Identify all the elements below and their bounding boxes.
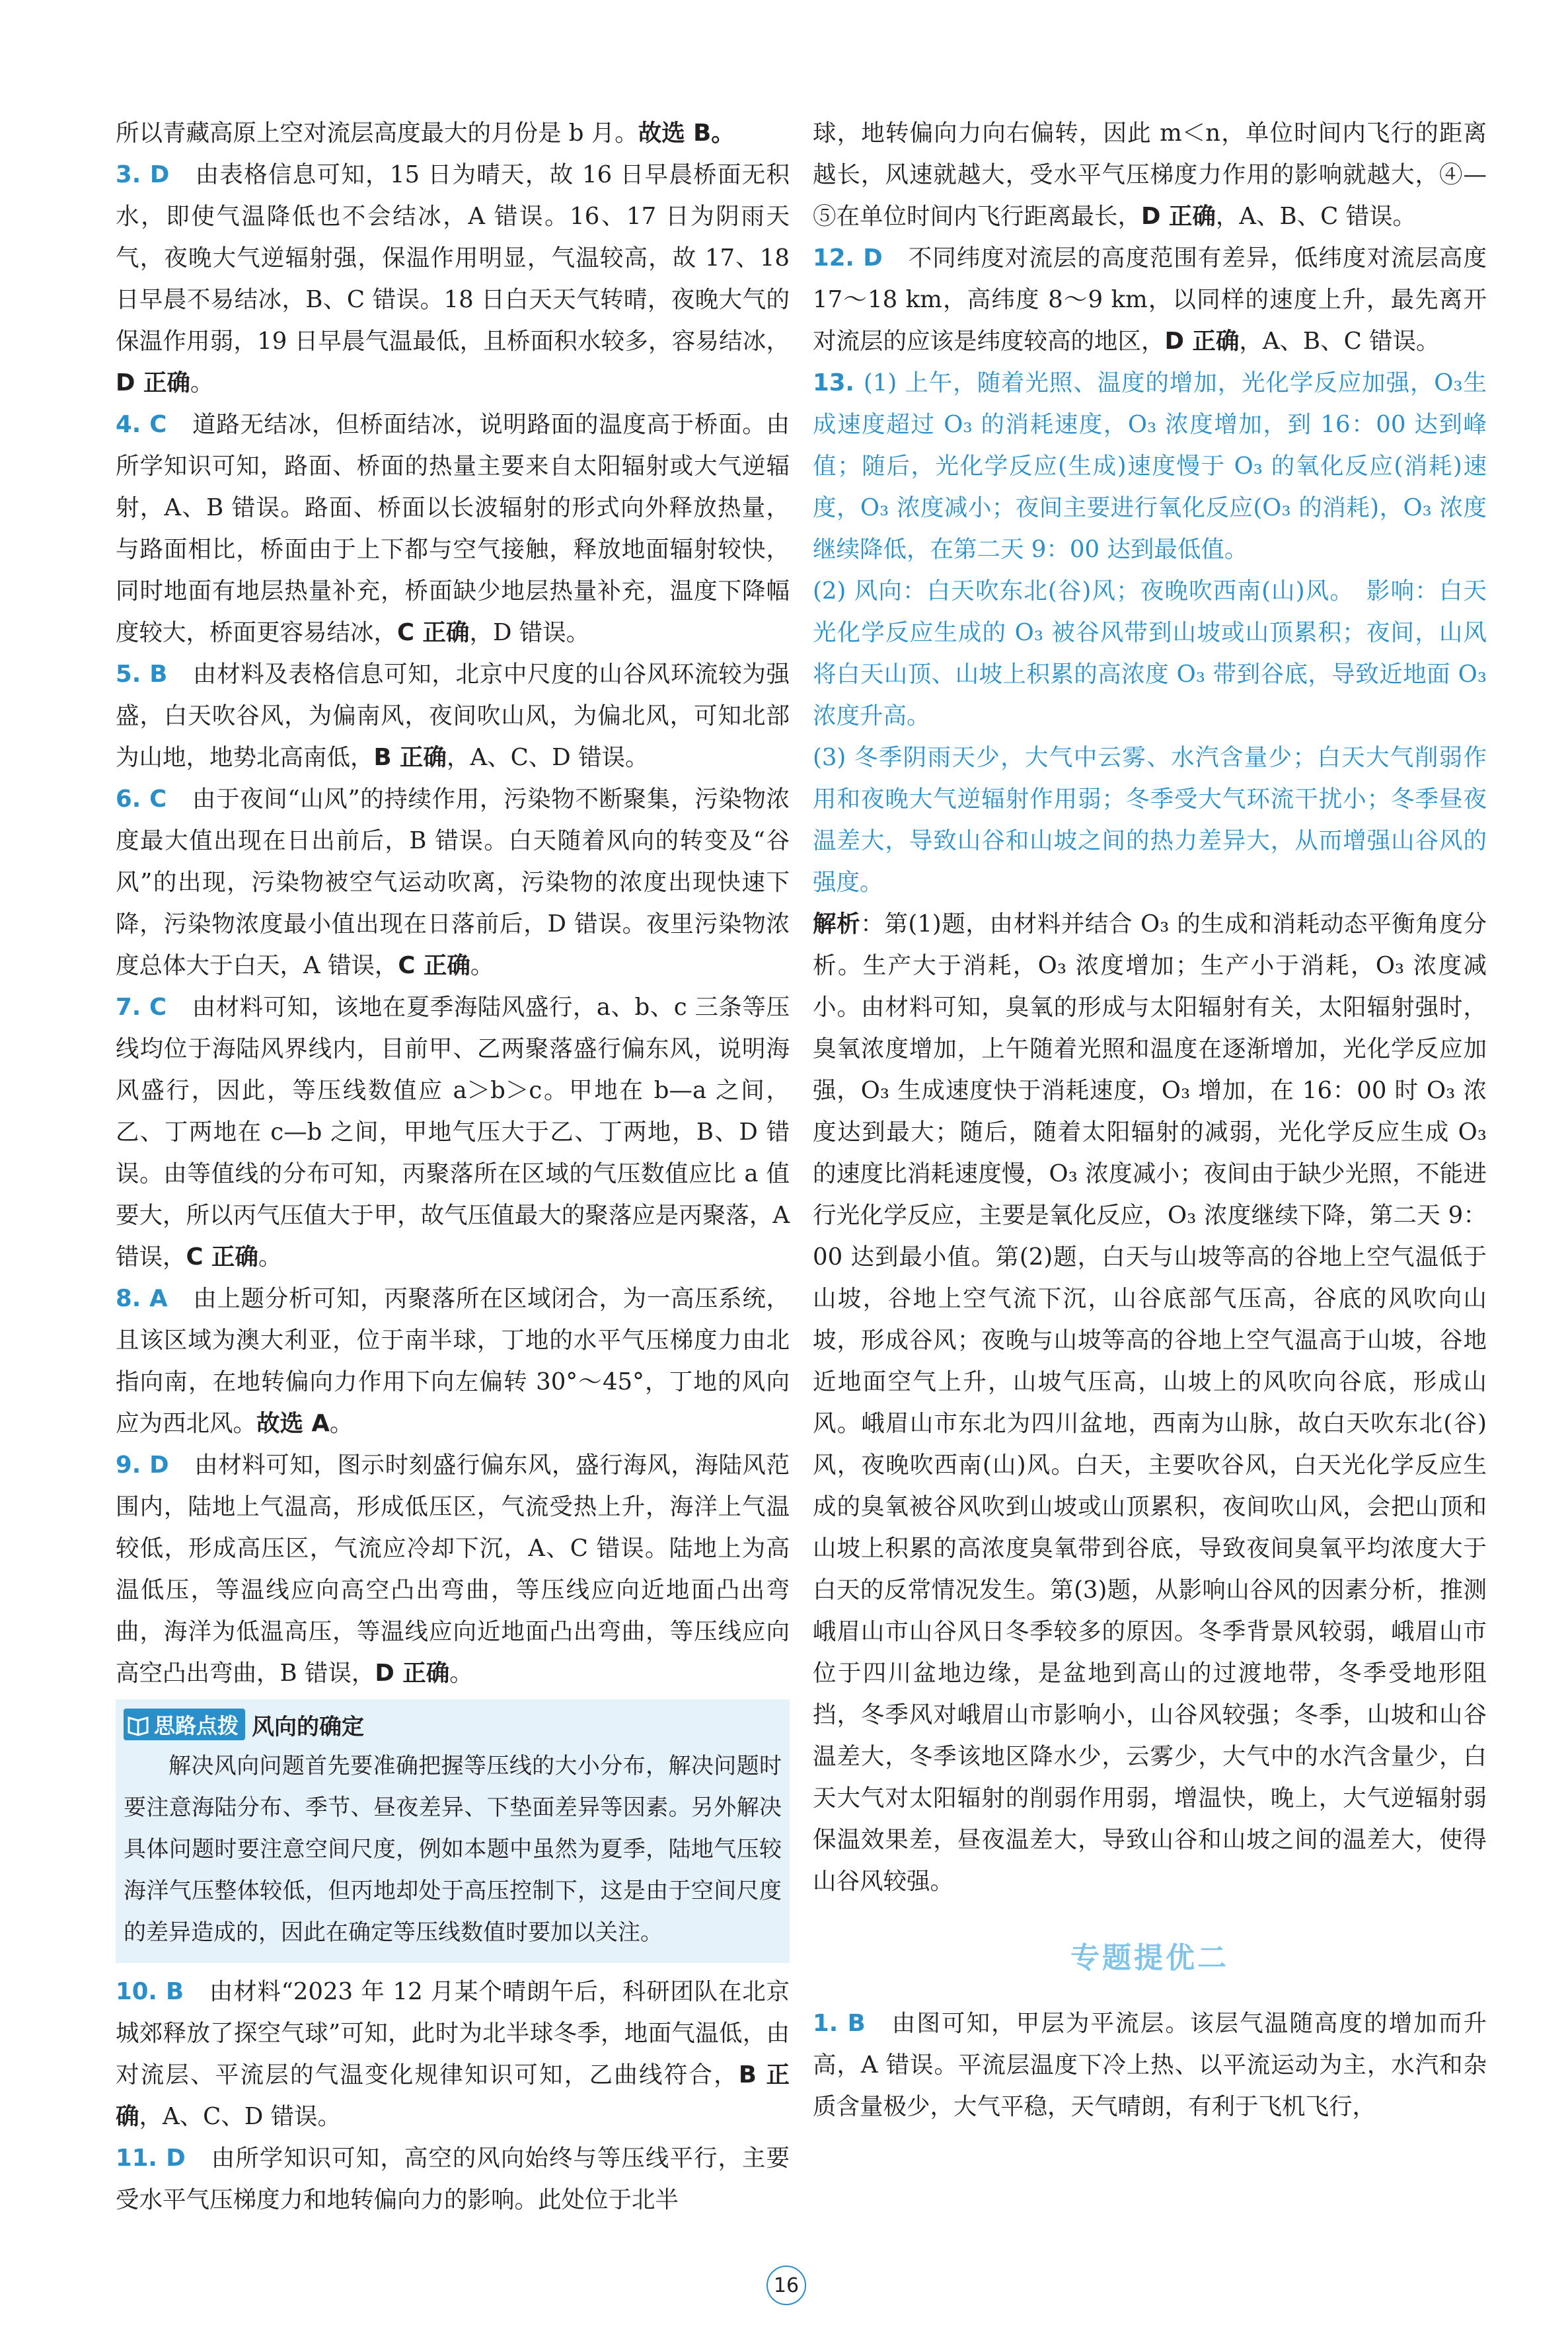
thinking-tip-box: [116, 1699, 790, 1963]
analysis-text: ：第(1)题，由材料并结合 O₃ 的生成和消耗动态平衡角度分析。生产大于消耗，O₃ 浓度增加；生产小于消耗，O₃ 浓度减小。由材料可知，臭氧的形成与太阳辐射有关，太阳辐射强时，臭氧浓度增加，上午随着光照和温度在逐渐增加，光化学反应加强，O₃ 生成速度快于消耗速度，O₃ 增加，在 16：00 时 O₃ 浓度达到最大；随后，随着太阳辐射的减弱，光化学反应生成 O₃ 的速度比消耗速度慢，O₃ 浓度减小；夜间由于缺少光照，不能进行光化学反应，主要是氧化反应，O₃ 浓度继续下降，第二天 9：00 达到最小值。第(2)题，白天与山坡等高的谷地上空气温低于山坡，谷地上空气流下沉，山谷底部气压高，谷底的风吹向山坡，形成谷风；夜晚与山坡等高的谷地上空气温高于山坡，谷地近地面空气上升，山坡气压高，山坡上的风吹向谷底，形成山风。峨眉山市东北为四川盆地，西南为山脉，故白天吹东北(谷)风，夜晚吹西南(山)风。白天，主要吹谷风，白天光化学反应生成的臭氧被谷风吹到山坡或山顶累积，夜间吹山风，会把山顶和山坡上积累的高浓度臭氧带到谷底，导致夜间臭氧平均浓度大于白天的反常情况发生。第(3)题，从影响山谷风的因素分析，推测峨眉山市山谷风日冬季较多的原因。冬季背景风较弱，峨眉山市位于四川盆地边缘，是盆地到高山的过渡地带，冬季受地形阻挡，冬季风对峨眉山市影响小，山谷风较强；冬季，山坡和山谷温差大，冬季该地区降水少，云雾少，大气中的水汽含量少，白天大气对太阳辐射的削弱作用弱，增温快，晚上，大气逆辐射弱保温效果差，昼夜温差大，导致山谷和山坡之间的温差大，使得山谷风较强。: [813, 910, 1487, 1895]
answer-tail: 。: [470, 952, 494, 979]
answer-text: 由所学知识可知，高空的风向始终与等压线平行，主要受水平气压梯度力和地转偏向力的影响。此处位于北半: [116, 2145, 790, 2213]
answer-13-part3: (3) 冬季阴雨天少，大气中云雾、水汽含量少；白天大气削弱作用和夜晚大气逆辐射作用弱；冬季受大气环流干扰小；冬季昼夜温差大，导致山谷和山坡之间的热力差异大，从而增强山谷风的强度。: [813, 744, 1487, 896]
answer-number: 12. D: [813, 244, 883, 272]
answer-number: 3. D: [116, 161, 170, 188]
tip-body: 解决风向问题首先要准确把握等压线的大小分布，解决问题时要注意海陆分布、季节、昼夜差异、下垫面差异等因素。另外解决具体问题时要注意空间尺度，例如本题中虽然为夏季，陆地气压较海洋气压整体较低，但丙地却处于高压控制下，这是由于空间尺度的差异造成的，因此在确定等压线数值时要加以关注。: [124, 1753, 782, 1946]
section-title: 专题提优二: [1070, 1941, 1229, 1975]
answer-text: 由材料“2023 年 12 月某个晴朗午后，科研团队在北京城郊释放了探空气球”可知，此时为北半球冬季，地面气温低，由对流层、平流层的气温变化规律知识可知，乙曲线符合，: [116, 1978, 790, 2088]
right-column: [813, 112, 1487, 2127]
answer-13-part2: (2) 风向：白天吹东北(谷)风；夜晚吹西南(山)风。 影响：白天光化学反应生成的 O₃ 被谷风带到山坡或山顶累积；夜间，山风将白天山顶、山坡上积累的高浓度 O₃ 带到谷底，导致近地面 O₃ 浓度升高。: [813, 577, 1487, 729]
answer-11: [116, 2137, 790, 2221]
answer-13-part1: [813, 362, 1487, 570]
answer-3: [116, 154, 790, 404]
page-number: 16: [766, 2266, 806, 2305]
answer-text: 由表格信息可知，15 日为晴天，故 16 日早晨桥面无积水，即使气温降低也不会结冰，A 错误。16、17 日为阴雨天气，夜晚大气逆辐射强，保温作用明显，气温较高，故 17、18 日早晨不易结冰，B、C 错误。18 日白天天气转晴，夜晚大气的保温作用弱，19 日早晨气温最低，且桥面积水较多，容易结冰，: [116, 161, 790, 355]
answer-tail: 。: [449, 1660, 473, 1687]
answer-text: 由材料可知，该地在夏季海陆风盛行，a、b、c 三条等压线均位于海陆风界线内，目前甲、乙两聚落盛行偏东风，说明海风盛行，因此，等压线数值应 a＞b＞c。甲地在 b—a 之间，乙、丁两地在 c—b 之间，甲地气压大于乙、丁两地，B、D 错误。由等值线的分布可知，丙聚落所在区域的气压数值应比 a 值要大，所以丙气压值大于甲，故气压值最大的聚落应是丙聚落，A 错误，: [116, 994, 790, 1271]
answer-number: 5. B: [116, 661, 168, 688]
answer-bold: B 正确: [116, 2061, 790, 2130]
answer-text: (1) 上午，随着光照、温度的增加，光化学反应加强，O₃生成速度超过 O₃ 的消耗速度，O₃ 浓度增加，到 16：00 达到峰值；随后，光化学反应(生成)速度慢于 O₃ 的氧化反应(消耗)速度，O₃ 浓度减小；夜间主要进行氧化反应(O₃ 的消耗)，O₃ 浓度继续降低，在第二天 9：00 达到最低值。: [813, 369, 1487, 563]
answer-number: 8. A: [116, 1285, 168, 1312]
answer-text: 由于夜间“山风”的持续作用，污染物不断聚集，污染物浓度最大值出现在日出前后，B 错误。白天随着风向的转变及“谷风”的出现，污染物被空气运动吹离，污染物的浓度出现快速下降，污染物浓度最小值出现在日落前后，D 错误。夜里污染物浓度总体大于白天，A 错误，: [116, 786, 790, 979]
answer-number: 4. C: [116, 411, 167, 438]
answer-9: [116, 1444, 790, 1694]
answer-number: 7. C: [116, 994, 167, 1021]
answer-bold: D 正确: [375, 1660, 450, 1687]
answer-tail: 。: [258, 1243, 282, 1271]
answer-number: 11. D: [116, 2145, 186, 2172]
answer-number: 10. B: [116, 1978, 184, 2005]
answer-bold: D 正确: [116, 369, 190, 396]
answer-bold: C 正确: [397, 619, 470, 646]
answer-number: 9. D: [116, 1452, 169, 1479]
analysis-paragraph: [813, 903, 1487, 1902]
answer-10: [116, 1971, 790, 2137]
answer-4: [116, 404, 790, 653]
answer-bold: C 正确: [186, 1243, 258, 1271]
tip-header: [124, 1706, 782, 1743]
answer-7: [116, 986, 790, 1278]
answer-tail: ，A、B、C 错误。: [1239, 328, 1440, 355]
answer-tail: ，A、B、C 错误。: [1215, 203, 1417, 230]
answer-tail: ，A、C、D 错误。: [139, 2103, 342, 2130]
answer-text: 球，地转偏向力向右偏转，因此 m＜n，单位时间内飞行的距离越长，风速就越大，受水平气压梯度力作用的影响就越大，④—⑤在单位时间内飞行距离最长，: [813, 120, 1487, 230]
intro-bold: 故选 B。: [638, 120, 735, 147]
analysis-label: 解析: [813, 910, 861, 938]
answer-tail: 。: [329, 1410, 354, 1437]
answer-bold: B 正确: [373, 744, 447, 771]
answer-8: [116, 1278, 790, 1444]
intro-paragraph: [116, 112, 790, 154]
tip-badge-label: 思路点拨: [154, 1713, 239, 1738]
answer-tail: 。: [190, 369, 214, 396]
left-column: [116, 112, 790, 2221]
book-icon: [126, 1713, 150, 1736]
answer-text: 由图可知，甲层为平流层。该层气温随高度的增加而升高，A 错误。平流层温度下冷上热、以平流运动为主，水汽和杂质含量极少，大气平稳，天气晴朗，有利于飞机飞行，: [813, 2010, 1487, 2120]
tip-title: 风向的确定: [252, 1713, 365, 1740]
answer-number: 13.: [813, 369, 854, 396]
tip-badge: [124, 1709, 245, 1740]
answer-text: 由上题分析可知，丙聚落所在区域闭合，为一高压系统，且该区域为澳大利亚，位于南半球，丁地的水平气压梯度力由北指向南，在地转偏向力作用下向左偏转 30°～45°，丁地的风向应为西北风。: [116, 1285, 790, 1437]
answer-6: [116, 778, 790, 986]
intro-text: 所以青藏高原上空对流层高度最大的月份是 b 月。: [116, 120, 638, 147]
answer-tail: ，D 错误。: [469, 619, 590, 646]
answer-text: 道路无结冰，但桥面结冰，说明路面的温度高于桥面。由所学知识可知，路面、桥面的热量主要来自太阳辐射或大气逆辐射，A、B 错误。路面、桥面以长波辐射的形式向外释放热量，与路面相比，桥面由于上下都与空气接触，释放地面辐射较快，同时地面有地层热量补充，桥面缺少地层热量补充，温度下降幅度较大，桥面更容易结冰，: [116, 411, 790, 646]
answer-text: 由材料及表格信息可知，北京中尺度的山谷风环流较为强盛，白天吹谷风，为偏南风，夜间吹山风，为偏北风，可知北部为山地，地势北高南低，: [116, 661, 790, 771]
answer-bold: D 正确: [1141, 203, 1216, 230]
answer-5: [116, 653, 790, 778]
answer-bold: C 正确: [398, 952, 470, 979]
answer-number: 1. B: [813, 2010, 866, 2037]
answer-11-continued: [813, 112, 1487, 237]
answer-text: 由材料可知，图示时刻盛行偏东风，盛行海风，海陆风范围内，陆地上气温高，形成低压区，气流受热上升，海洋上气温较低，形成高压区，气流应冷却下沉，A、C 错误。陆地上为高温低压，等温线应向高空凸出弯曲，等压线应向近地面凸出弯曲，海洋为低温高压，等温线应向近地面凸出弯曲，等压线应向高空凸出弯曲，B 错误，: [116, 1452, 790, 1687]
section2-answer-1: [813, 2003, 1487, 2127]
answer-bold: 故选 A: [256, 1410, 330, 1437]
answer-12: [813, 237, 1487, 362]
answer-bold: D 正确: [1164, 328, 1240, 355]
answer-number: 6. C: [116, 786, 167, 813]
answer-text: 不同纬度对流层的高度范围有差异，低纬度对流层高度 17～18 km，高纬度 8～9 km，以同样的速度上升，最先离开对流层的应该是纬度较高的地区，: [813, 244, 1487, 355]
answer-tail: ，A、C、D 错误。: [446, 744, 649, 771]
